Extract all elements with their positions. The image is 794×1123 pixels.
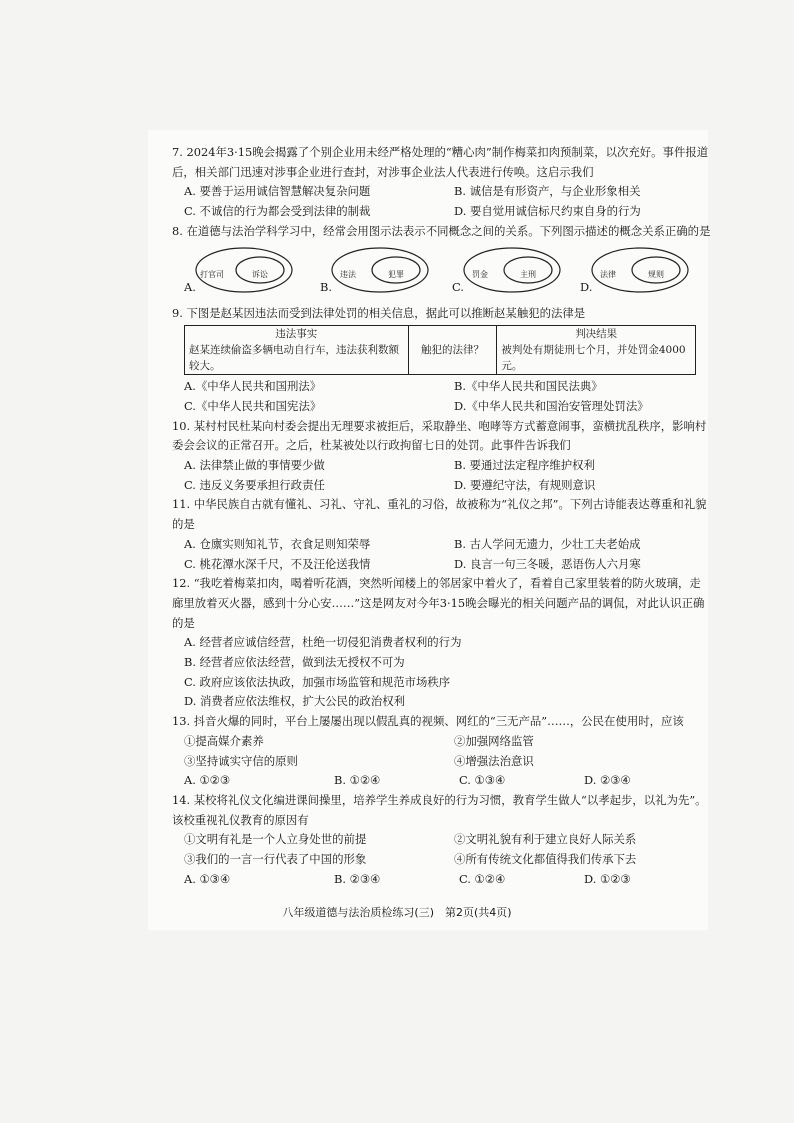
question-8 [172, 222, 712, 304]
question-9 [172, 304, 712, 417]
q11-option-c: C. 桃花潭水深千尺，不及汪伦送我情 [184, 556, 371, 571]
q14-item-4: ④所有传统文化都值得我们传承下去 [454, 852, 637, 867]
question-14 [172, 791, 712, 890]
q7-option-d: D. 要自觉用诚信标尺约束自身的行为 [454, 204, 641, 219]
q9-option-b: B.《中华人民共和国民法典》 [454, 379, 603, 394]
q13-option-a: A. ①②③ [184, 773, 231, 788]
diagram-a-letter: A. [184, 279, 196, 294]
question-10 [172, 417, 712, 496]
q12-option-c: C. 政府应该依法执政，加强市场监管和规范市场秩序 [184, 674, 451, 689]
q7-option-b: B. 诚信是有形资产，与企业形象相关 [454, 184, 641, 199]
q13-option-c: C. ①③④ [459, 773, 506, 788]
diagram-d-inner-label: 规则 [648, 269, 664, 279]
question-12-stem: 12. “我吃着梅菜扣肉，喝着听花酒，突然听闻楼上的邻居家中着火了，看着自己家里装着的防火玻璃，走廊里放着灭火器，感到十分心安……”这是网友对今年3·15晚会曝光的相关问题产品的调侃，对此认识正确的是 [172, 576, 705, 630]
question-8-stem: 8. 在道德与法治学科学习中，经常会用图示法表示不同概念之间的关系。下列图示描述的概念关系正确的是 [172, 223, 711, 238]
q13-item-1: ①提高媒介素养 [184, 733, 264, 748]
question-13 [172, 712, 712, 791]
diagram-b-outer-label: 违法 [340, 269, 356, 279]
q10-option-d: D. 要遵纪守法，有规则意识 [454, 477, 596, 492]
q12-option-a: A. 经营者应诚信经营，杜绝一切侵犯消费者权利的行为 [184, 635, 462, 650]
q10-option-b: B. 要通过法定程序维护权利 [454, 458, 595, 473]
q13-option-d: D. ②③④ [584, 773, 631, 788]
fact-text: 赵某连续偷盗多辆电动自行车，违法获利数额较大。 [189, 344, 399, 373]
exam-content [172, 143, 712, 890]
diagram-b-letter: B. [320, 279, 332, 294]
q10-option-a: A. 法律禁止做的事情要少做 [184, 458, 325, 473]
question-7-stem: 7. 2024年3·15晚会揭露了个别企业用未经严格处理的“糟心肉”制作梅菜扣肉预制菜，以次充好。事件报道后，相关部门迅速对涉事企业进行查封，对涉事企业法人代表进行传唤。这启示我们 [172, 145, 709, 179]
q7-option-a: A. 要善于运用诚信智慧解决复杂问题 [184, 184, 371, 199]
q14-option-b: B. ②③④ [334, 871, 381, 886]
question-10-stem: 10. 某村村民杜某向村委会提出无理要求被拒后，采取静坐、咆哮等方式蓄意闹事，蛮横扰乱秩序，影响村委会会议的正常召开。之后，杜某被处以行政拘留七日的处罚。此事件告诉我们 [172, 418, 707, 453]
q9-option-c: C.《中华人民共和国宪法》 [184, 398, 322, 413]
fact-header: 违法事实 [275, 328, 318, 341]
page-footer: 八年级道德与法治质检练习(三) 第2页(共4页) [282, 906, 512, 919]
q7-option-c: C. 不诚信的行为都会受到法律的制裁 [184, 204, 371, 219]
law-info-table [184, 325, 696, 375]
question-11-stem: 11. 中华民族自古就有懂礼、习礼、守礼、重礼的习俗，故被称为“礼仪之邦”。下列古诗能表达尊重和礼貌的是 [172, 497, 707, 532]
question-13-stem: 13. 抖音火爆的同时，平台上屡屡出现以假乱真的视频、网红的“三无产品”……，公民在使用时，应该 [172, 714, 684, 729]
q14-item-2: ②文明礼貌有利于建立良好人际关系 [454, 832, 637, 847]
diagram-c-outer-label: 罚金 [472, 269, 488, 279]
question-7 [172, 143, 712, 222]
diagram-c-letter: C. [452, 279, 464, 294]
result-header: 判决结果 [575, 328, 618, 341]
q9-option-a: A.《中华人民共和国刑法》 [184, 379, 322, 394]
question-14-stem: 14. 某校将礼仪文化编进课间操里，培养学生养成良好的行为习惯，教育学生做人“以孝起步，以礼为先”。该校重视礼仪教育的原因有 [172, 792, 707, 827]
question-12 [172, 574, 712, 712]
q14-option-d: D. ①②③ [584, 871, 631, 886]
q11-option-b: B. 古人学问无遗力，少壮工夫老始成 [454, 536, 641, 551]
q14-option-a: A. ①③④ [184, 871, 231, 886]
q14-item-3: ③我们的一言一行代表了中国的形象 [184, 852, 367, 867]
diagram-d [580, 244, 700, 298]
result-cell [497, 326, 696, 375]
question-11 [172, 495, 712, 574]
diagram-b-inner-label: 犯罪 [388, 269, 404, 279]
q14-item-1: ①文明有礼是一个人立身处世的前提 [184, 832, 367, 847]
q12-option-d: D. 消费者应依法维权，扩大公民的政治权利 [184, 694, 406, 709]
q14-option-c: C. ①②④ [459, 871, 506, 886]
diagram-a-outer-label: 打官司 [200, 269, 224, 279]
q13-item-4: ④增强法治意识 [454, 753, 534, 768]
diagram-d-outer-label: 法律 [600, 269, 616, 279]
law-question-cell: 触犯的法律？ [408, 326, 497, 375]
diagram-a [184, 244, 304, 298]
q13-option-b: B. ①②④ [334, 773, 381, 788]
diagram-b [320, 244, 440, 298]
q13-item-3: ③坚持诚实守信的原则 [184, 753, 298, 768]
q12-option-b: B. 经营者应依法经营，做到法无授权不可为 [184, 655, 405, 670]
question-9-stem: 9. 下图是赵某因违法而受到法律处罚的相关信息，据此可以推断赵某触犯的法律是 [172, 305, 586, 320]
q11-option-d: D. 良言一句三冬暖，恶语伤人六月寒 [454, 556, 641, 571]
fact-cell [185, 326, 409, 375]
q10-option-c: C. 违反义务要承担行政责任 [184, 477, 325, 492]
q9-option-d: D.《中华人民共和国治安管理处罚法》 [454, 398, 649, 413]
diagram-c-inner-label: 主刑 [520, 269, 536, 279]
diagram-a-inner-label: 诉讼 [252, 269, 268, 279]
q11-option-a: A. 仓廪实则知礼节，衣食足则知荣辱 [184, 536, 371, 551]
q13-item-2: ②加强网络监管 [454, 733, 534, 748]
concept-diagrams [172, 244, 712, 304]
diagram-c [452, 244, 572, 298]
diagram-d-letter: D. [580, 279, 593, 294]
result-text: 被判处有期徒刑七个月，并处罚金4000元。 [501, 344, 686, 373]
